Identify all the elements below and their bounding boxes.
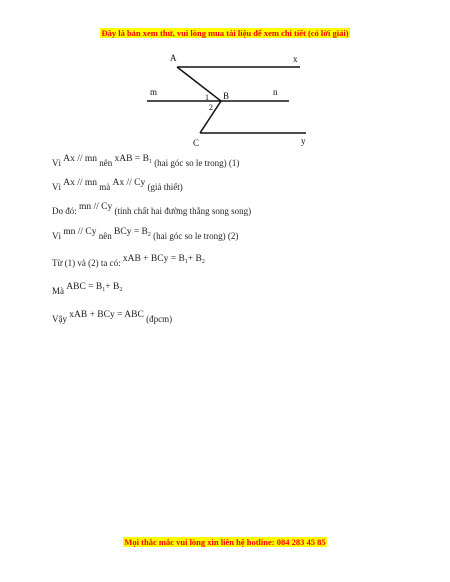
reason-text: (giả thiết) <box>147 182 183 192</box>
proof-line-1 <box>52 154 240 169</box>
math-xab-plus-bcy: xAB + BCy = B1+ B2 <box>122 254 205 265</box>
reason-text: (tính chất hai đường thẳng song song) <box>114 206 252 216</box>
math-ax-parallel-mn: Ax // mn <box>63 154 98 164</box>
math-abc-eq-b1-plus-b2: ABC = B1+ B2 <box>66 282 123 293</box>
label-n: n <box>273 87 278 97</box>
word-nen: nên <box>98 231 112 241</box>
word-nen: nên <box>99 158 113 168</box>
label-c: C <box>193 138 200 148</box>
label-x: x <box>293 54 298 64</box>
math-conclusion: xAB + BCy = ABC <box>69 310 144 320</box>
label-b: B <box>223 91 230 101</box>
reason-text: (hai góc so le trong) (2) <box>153 231 239 241</box>
math-ax-parallel-cy: Ax // Cy <box>112 178 146 188</box>
word-do-do: Do đó: <box>52 206 77 216</box>
math-xab-eq-b1: xAB = B1 <box>114 154 152 165</box>
proof-line-6 <box>52 282 123 297</box>
proof-line-5 <box>52 254 205 269</box>
label-m: m <box>150 87 158 97</box>
math-mn-parallel-cy: mn // Cy <box>63 227 97 237</box>
hotline-banner <box>0 537 450 547</box>
label-angle-2: 2 <box>209 103 213 112</box>
label-y: y <box>301 136 306 146</box>
label-a: A <box>170 53 177 63</box>
reason-text: (đpcm) <box>146 314 173 324</box>
proof-line-3 <box>52 202 252 217</box>
preview-notice-text: Đây là bản xem thử, vui lòng mua tài liệu để xem chi tiết (có lời giải) <box>101 28 349 38</box>
reason-text: (hai góc so le trong) (1) <box>154 158 240 168</box>
math-bcy-eq-b2: BCy = B2 <box>114 227 151 238</box>
proof-line-4 <box>52 227 239 242</box>
proof-line-2 <box>52 178 183 193</box>
path-a-b-c <box>177 67 221 133</box>
word-vi: Vì <box>52 231 61 241</box>
proof-line-7 <box>52 310 173 325</box>
word-ma: Mà <box>52 286 64 296</box>
hotline-text: Mọi thắc mắc vui lòng xin liên hệ hotline: 084 283 45 85 <box>124 537 326 547</box>
geometry-figure <box>0 0 450 160</box>
word-vi: Vì <box>52 158 61 168</box>
word-vay: Vậy <box>52 314 67 324</box>
math-ax-parallel-mn: Ax // mn <box>63 178 98 188</box>
label-angle-1: 1 <box>205 93 209 102</box>
math-mn-parallel-cy: mn // Cy <box>79 202 113 212</box>
from-1-and-2-text: Từ (1) và (2) ta có: <box>52 258 121 268</box>
word-ma: mà <box>99 182 111 192</box>
word-vi: Vì <box>52 182 61 192</box>
